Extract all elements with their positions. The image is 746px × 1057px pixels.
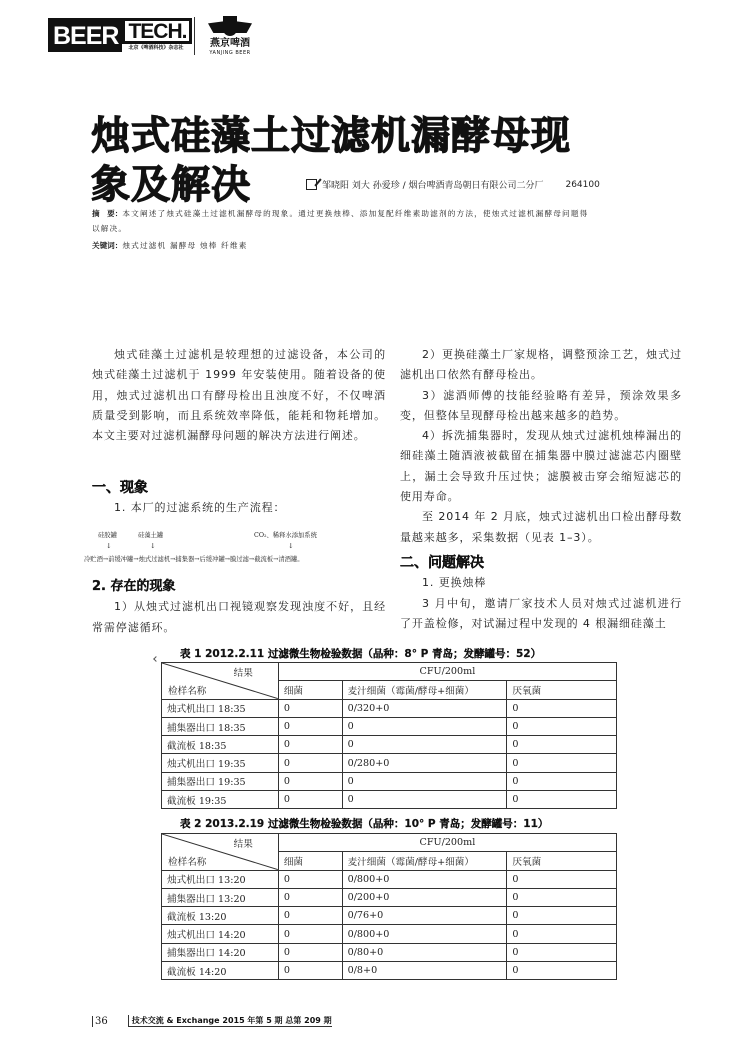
value-cell: 0 [507, 791, 617, 809]
section-solution [400, 553, 682, 634]
table-2-caption: 表 2 2013.2.19 过滤微生物检验数据（品种：10° P 青岛；发酵罐号：11） [180, 818, 549, 830]
value-cell: 0 [278, 907, 342, 925]
sample-name-cell: 捕集器出口 18:35 [162, 717, 279, 735]
table-row [162, 772, 617, 790]
table-row [162, 962, 617, 980]
beertech-publisher: 北京《啤酒科技》杂志社 [128, 45, 184, 51]
table-row [162, 925, 617, 943]
abstract-label: 摘 要： [92, 209, 123, 218]
section-2-heading: 2. 存在的现象 [92, 579, 176, 594]
section-1-item-1: 1. 本厂的过滤系统的生产流程： [114, 501, 286, 515]
column-header: 麦汁细菌（霉菌/酵母+细菌） [342, 852, 507, 870]
value-cell: 0 [507, 962, 617, 980]
sample-name-cell: 捕集器出口 13:20 [162, 888, 279, 906]
sample-name-cell: 截流板 19:35 [162, 791, 279, 809]
yanjing-name-en: YANJING BEER [209, 50, 251, 56]
summary: 至 2014 年 2 月底，烛式过滤机出口检出酵母数量越来越多，采集数据（见表 1–3）。 [400, 510, 682, 544]
sample-name-cell: 烛式机出口 19:35 [162, 754, 279, 772]
abstract-text: 本文阐述了烛式硅藻土过滤机漏酵母的现象。通过更换烛棒、添加复配纤维素助滤剂的方法，使烛式过滤机漏酵母问题得以解决。 [92, 209, 589, 233]
value-cell: 0 [278, 717, 342, 735]
column-header: 细菌 [278, 852, 342, 870]
sample-name-cell: 捕集器出口 19:35 [162, 772, 279, 790]
yanjing-name-cn: 燕京啤酒 [210, 38, 250, 49]
beertech-logo-light: TECH. [122, 18, 192, 44]
value-cell: 0 [278, 943, 342, 961]
diag-bottom-label: 检样名称 [168, 685, 207, 697]
flow-arrow-down-icon: ↓ [150, 542, 156, 550]
value-cell: 0 [278, 870, 342, 888]
item-3: 3）滤酒师傅的技能经验略有差异，预涂效果多变，但整体呈现酵母检出越来越多的趋势。 [400, 388, 682, 422]
table-row [162, 699, 617, 717]
value-cell: 0 [507, 943, 617, 961]
value-cell: 0 [507, 754, 617, 772]
journal-info: 技术交流 & Exchange 2015 年第 5 期 总第 209 期 [128, 1015, 332, 1027]
value-cell: 0 [278, 754, 342, 772]
sample-name-cell: 烛式机出口 13:20 [162, 870, 279, 888]
value-cell: 0 [278, 925, 342, 943]
flow-label-co2: CO₂、稀释水添加系统 [254, 532, 317, 539]
sample-name-cell: 截流板 13:20 [162, 907, 279, 925]
beertech-logo [48, 18, 192, 52]
page-number: 36 [92, 1016, 128, 1027]
diag-top-label: 结果 [233, 839, 253, 850]
diag-top-label: 结果 [233, 668, 253, 679]
item-2: 2）更换硅藻土厂家规格，调整预涂工艺，烛式过滤机出口依然有酵母检出。 [400, 348, 682, 382]
article-title [91, 112, 571, 210]
value-cell: 0 [278, 791, 342, 809]
value-cell: 0 [342, 717, 507, 735]
sample-name-cell: 截流板 14:20 [162, 962, 279, 980]
sample-name-cell: 截流板 18:35 [162, 736, 279, 754]
solution-item-1: 1. 更换烛棒 [422, 576, 487, 590]
flow-arrow-down-icon: ↓ [106, 542, 112, 550]
corner-mark [153, 656, 159, 662]
table-row [162, 717, 617, 735]
value-cell: 0 [507, 870, 617, 888]
value-cell: 0 [507, 699, 617, 717]
section-1-heading: 一、现象 [92, 480, 148, 496]
value-cell: 0 [278, 699, 342, 717]
keywords [92, 240, 248, 251]
value-cell: 0 [342, 772, 507, 790]
sample-name-cell: 烛式机出口 14:20 [162, 925, 279, 943]
value-cell: 0 [507, 717, 617, 735]
table-1 [161, 662, 617, 809]
value-cell: 0 [278, 736, 342, 754]
table-1-caption: 表 1 2012.2.11 过滤微生物检验数据（品种：8° P 青岛；发酵罐号：52） [180, 648, 542, 660]
table-2 [161, 833, 617, 980]
yanjing-emblem-icon [208, 16, 252, 38]
value-cell: 0/8+0 [342, 962, 507, 980]
byline [306, 178, 600, 191]
table-2-diagonal-header [162, 834, 279, 871]
item-4: 4）拆洗捕集器时，发现从烛式过滤机烛棒漏出的细硅藻土随酒液被截留在捕集器中膜过滤滤芯内圈壁上，漏土会导致升压过快；滤膜被击穿会缩短滤芯的使用寿命。 [400, 429, 682, 504]
table-row [162, 907, 617, 925]
unit-header: CFU/200ml [278, 663, 616, 681]
section-2-item-1: 1）从烛式过滤机出口视镜观察发现浊度不好，且经常需停滤循环。 [92, 600, 386, 634]
value-cell: 0 [342, 736, 507, 754]
table-row [162, 888, 617, 906]
section-2 [92, 577, 386, 638]
column-header: 麦汁细菌（霉菌/酵母+细菌） [342, 681, 507, 699]
value-cell: 0/80+0 [342, 943, 507, 961]
intro-paragraph: 烛式硅藻土过滤机是较理想的过滤设备，本公司的烛式硅藻土过滤机于 1999 年安装使用。随着设备的使用，烛式过滤机出口有酵母检出且浊度不好，不仅啤酒质量受到影响，而且系统效率降低，能耗和物耗增加。本文主要对过滤机漏酵母问题的解决方法进行阐述。 [92, 348, 386, 443]
pen-icon [306, 179, 317, 190]
flow-chain: 冷贮酒→前缓冲罐→烛式过滤机→捕集器→后缓冲罐→膜过滤→截流板→清酒罐。 [84, 556, 304, 563]
section-1 [92, 478, 386, 519]
flow-label-silica-gel: 硅胶罐 [98, 532, 117, 539]
table-row [162, 754, 617, 772]
column-header: 细菌 [278, 681, 342, 699]
flow-arrow-down-icon: ↓ [288, 542, 294, 550]
table-row [162, 870, 617, 888]
keywords-label: 关键词： [92, 241, 123, 250]
logo-divider [194, 17, 195, 55]
value-cell: 0/320+0 [342, 699, 507, 717]
value-cell: 0 [278, 888, 342, 906]
sample-name-cell: 捕集器出口 14:20 [162, 943, 279, 961]
authors: 邹晓阳 刘大 孙爱珍 / 烟台啤酒青岛朝日有限公司二分厂 [322, 181, 544, 191]
value-cell: 0 [507, 907, 617, 925]
value-cell: 0/280+0 [342, 754, 507, 772]
value-cell: 0/800+0 [342, 870, 507, 888]
table-row [162, 943, 617, 961]
keywords-text: 烛式过滤机 漏酵母 烛棒 纤维素 [122, 241, 248, 250]
title-line-1: 烛式硅藻土过滤机漏酵母现 [91, 114, 572, 159]
zip-code: 264100 [565, 179, 600, 190]
title-line-2: 象及解决 [91, 163, 252, 208]
beertech-logo-dark: BEER [48, 18, 122, 52]
value-cell: 0 [507, 925, 617, 943]
table-row [162, 791, 617, 809]
column-header: 厌氧菌 [507, 852, 617, 870]
value-cell: 0 [507, 888, 617, 906]
value-cell: 0 [278, 772, 342, 790]
value-cell: 0 [507, 736, 617, 754]
yanjing-logo [200, 16, 260, 56]
solution-heading: 二、问题解决 [400, 555, 484, 571]
abstract [92, 206, 592, 236]
page-footer [92, 1015, 332, 1027]
table-1-diagonal-header [162, 663, 279, 700]
unit-header: CFU/200ml [278, 834, 616, 852]
value-cell: 0 [342, 791, 507, 809]
value-cell: 0/200+0 [342, 888, 507, 906]
value-cell: 0 [507, 772, 617, 790]
table-row [162, 736, 617, 754]
flow-label-diatomite: 硅藻土罐 [138, 532, 164, 539]
value-cell: 0/76+0 [342, 907, 507, 925]
value-cell: 0/800+0 [342, 925, 507, 943]
right-column [400, 345, 682, 548]
solution-item-1-text: 3 月中旬，邀请厂家技术人员对烛式过滤机进行了开盖检修，对试漏过程中发现的 4 根漏细硅藻土 [400, 596, 682, 630]
column-header: 厌氧菌 [507, 681, 617, 699]
sample-name-cell: 烛式机出口 18:35 [162, 699, 279, 717]
diag-bottom-label: 检样名称 [168, 856, 207, 868]
value-cell: 0 [278, 962, 342, 980]
